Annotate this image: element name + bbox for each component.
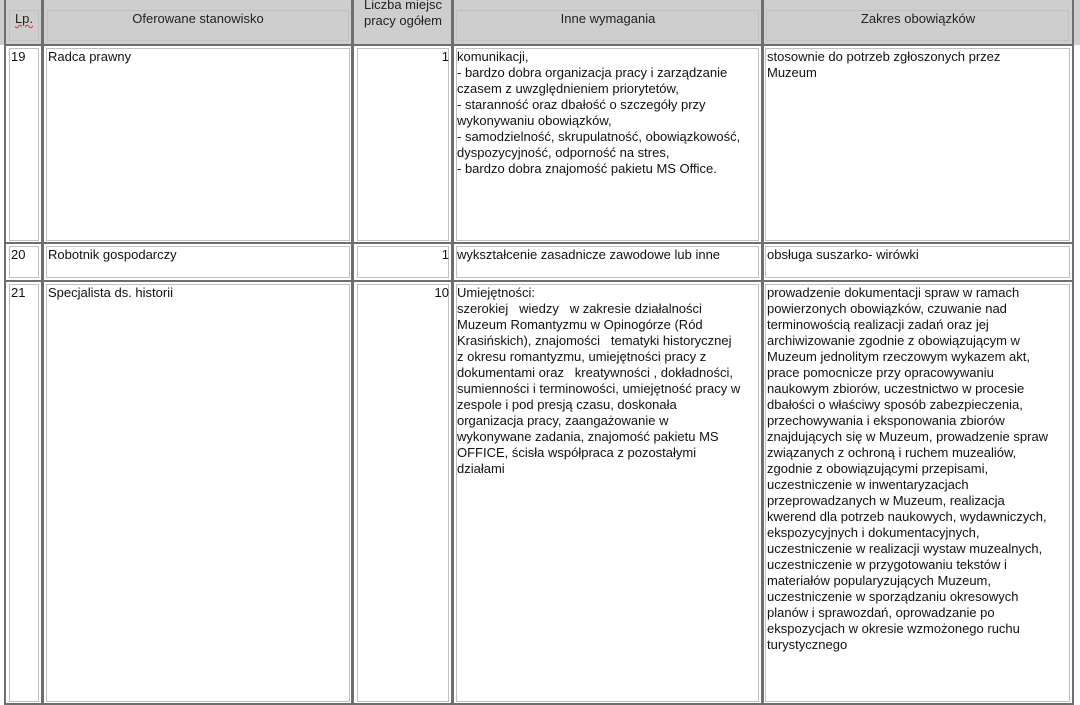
grid-line-h-header xyxy=(4,44,1074,46)
row-20-lp: 20 xyxy=(11,247,26,262)
row-21-position-frame xyxy=(46,284,350,702)
row-21-lp: 21 xyxy=(11,285,26,300)
row-20-duties: obsługa suszarko- wirówki xyxy=(767,247,919,262)
grid-line-v5 xyxy=(1072,0,1074,705)
row-19-duties: stosownie do potrzeb zgłoszonych przez Muzeum xyxy=(767,49,1001,80)
grid-line-h-row19 xyxy=(4,242,1074,244)
header-lp-label: Lp. xyxy=(14,11,34,26)
row-19-count: 1 xyxy=(441,49,449,64)
row-21-count: 10 xyxy=(434,285,449,300)
row-21-position: Specjalista ds. historii xyxy=(48,285,173,300)
grid-line-v4 xyxy=(761,0,764,705)
header-position: Oferowane stanowisko xyxy=(132,11,264,26)
grid-line-h-row20 xyxy=(4,280,1074,282)
row-20-requirements: wykształcenie zasadnicze zawodowe lub inne xyxy=(457,247,721,262)
row-19-lp: 19 xyxy=(11,49,26,64)
header-duties: Zakres obowiązków xyxy=(860,11,976,26)
grid-line-v3 xyxy=(451,0,454,705)
row-21-lp-frame xyxy=(9,284,39,702)
row-19-requirements: komunikacji, - bardzo dobra organizacja pracy i zarządzanie czasem z uwzględnieniem priorytetów, - staranność oraz dbałość o szczegóły przy wykonywaniu obowiązków, - samodzielność, skrupulatność, obowiązkowość, dyspozycyjność, odporność na stres, - bardzo dobra znajomość pakietu MS Office. xyxy=(457,49,741,176)
grid-line-v0 xyxy=(4,0,6,705)
grid-line-v1 xyxy=(41,0,44,705)
row-19-position: Radca prawny xyxy=(48,49,132,64)
row-19-count-frame xyxy=(357,48,449,241)
header-requirements: Inne wymagania xyxy=(560,11,656,26)
row-19-lp-frame xyxy=(9,48,39,241)
row-20-position: Robotnik gospodarczy xyxy=(48,247,177,262)
row-21-requirements: Umiejętności: szerokiej wiedzy w zakresie działalności Muzeum Romantyzmu w Opinogórze (Ród Krasińskich), znajomości tematyki historycznej z okresu romantyzmu, umiejętności pracy z dokumentami oraz kreatywności , dokładności, sumienności i terminowości, umiejętność pracy w zespole i pod presją czasu, doskonała organizacja pracy, zaangażowanie w wykonywane zadania, znajomość pakietu MS OFFICE, ścisła współpraca z pozostałymi działami xyxy=(457,285,741,476)
row-21-count-frame xyxy=(357,284,449,702)
row-19-position-frame xyxy=(46,48,350,241)
header-count: Liczba miejsc pracy ogółem xyxy=(363,0,443,28)
header-lp xyxy=(6,11,42,27)
row-20-count: 1 xyxy=(441,247,449,262)
row-21-duties: prowadzenie dokumentacji spraw w ramach powierzonych obowiązków, czuwanie nad terminowością realizacji zadań oraz jej archiwizowanie zgodnie z obowiązującym w Muzeum jednolitym rzeczowym wykazem akt, prace pomocnicze przy opracowywaniu naukowym zbiorów, uczestnictwo w procesie dbałości o właściwy sposób zabezpieczenia, przechowywania i eksponowania zbiorów znajdujących się w Muzeum, prowadzenie spraw związanych z ochroną i ruchem muzealiów, zgodnie z obowiązującymi przepisami, uczestniczenie w inwentaryzacjach przeprowadzanych w Muzeum, realizacja kwerend dla potrzeb naukowych, wydawniczych, ekspozycyjnych i dokumentacyjnych, uczestniczenie w realizacji wystaw muzealnych, uczestniczenie w przygotowaniu tekstów i materiałów popularyzujących Muzeum, uczestniczenie w sporządzaniu okresowych planów i sprawozdań, oprowadzanie po ekspozycjach w okresie wzmożonego ruchu turystycznego xyxy=(767,285,1049,652)
grid-line-v2 xyxy=(351,0,354,705)
